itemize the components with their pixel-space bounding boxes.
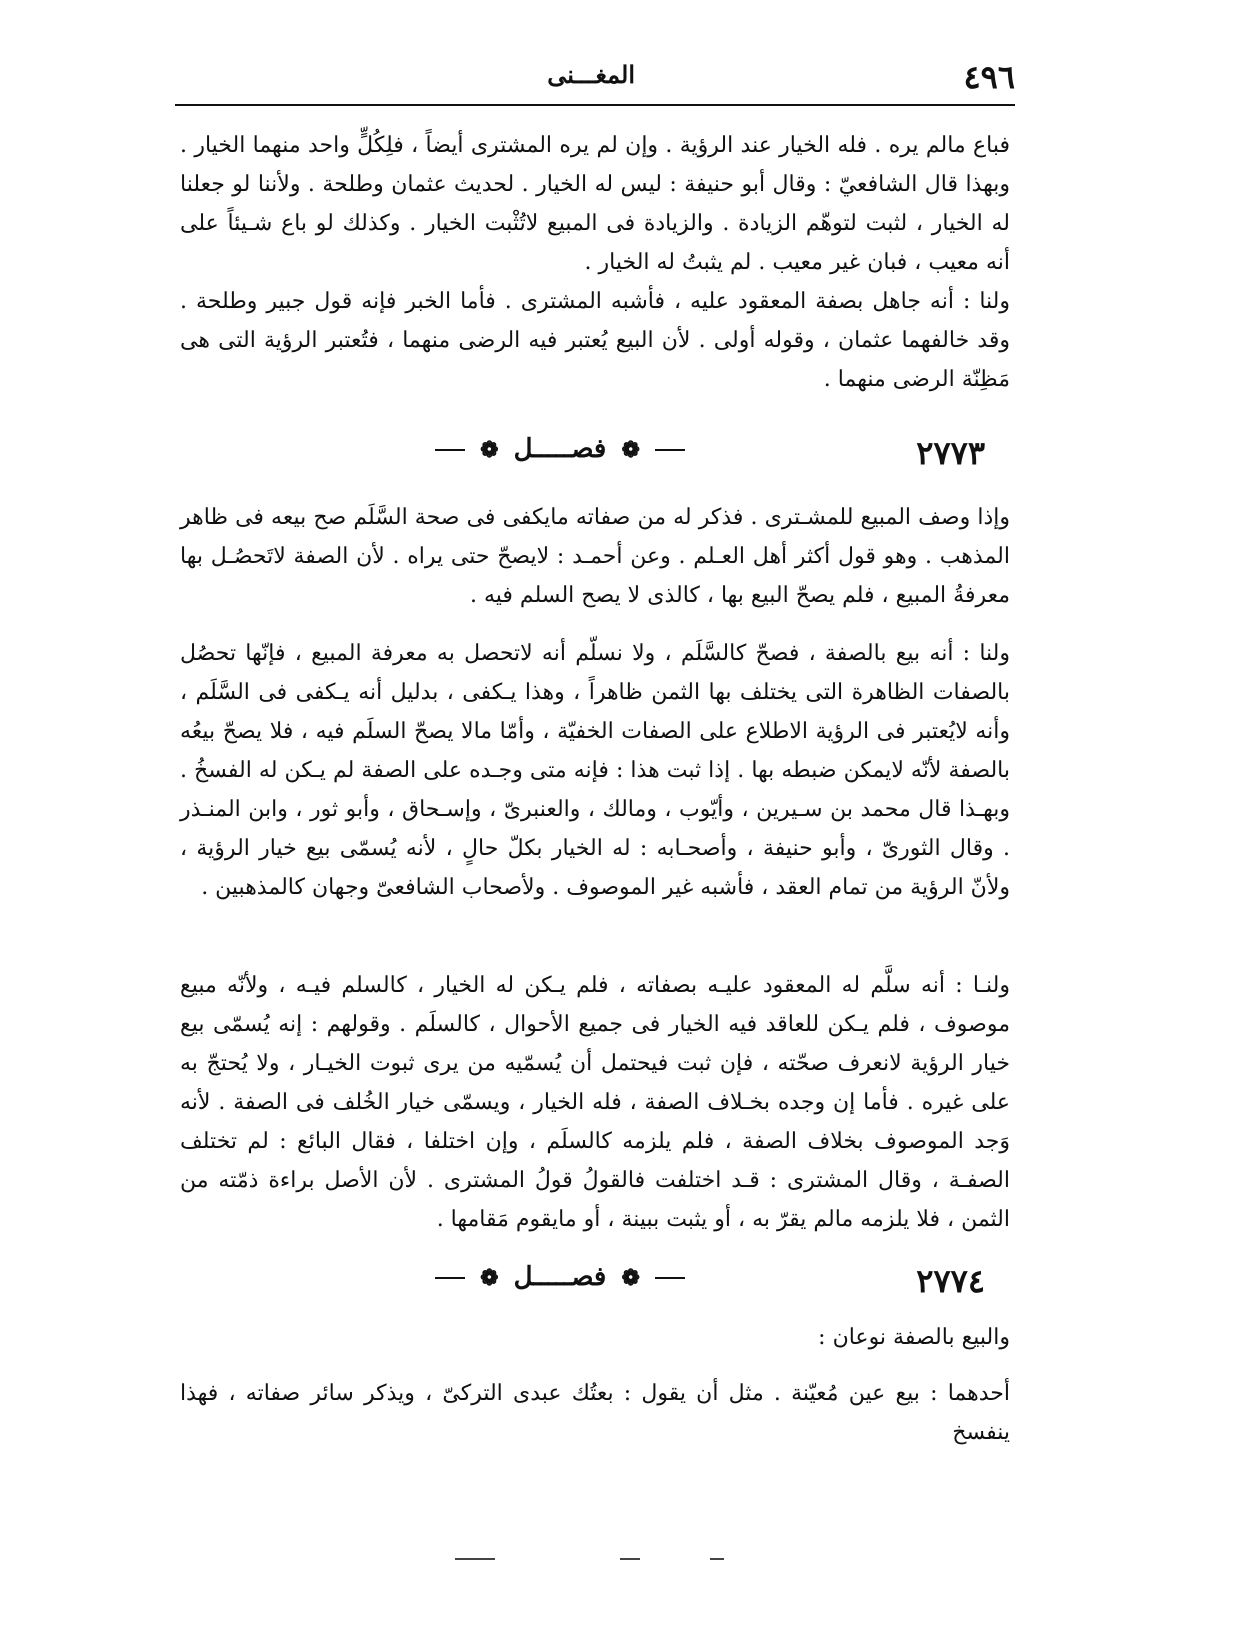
paragraph-3: وإذا وصف المبيع للمشـترى . فذكر له من صفاته مايكفى فى صحة السَّلَم صح بيعه فى ظاهر المذهب . وهو قول أكثر أهل العـلم . وعن أحمـد : لايصحّ حتى يراه . لأن الصفة لاتَحصُـل بها معرفةُ المبيع ، فلم يصحّ البيع بها ، كالذى لا يصح السلم فيه . <box>180 505 1010 608</box>
paragraph-1: فباع مالم يره . فله الخيار عند الرؤية . وإن لم يره المشترى أيضاً ، فلِكُلٍّ واحد منهما الخيار . وبهذا قال الشافعيّ : وقال أبو حنيفة : ليس له الخيار . لحديث عثمان وطلحة . ولأننا لو جعلنا له الخيار ، لثبت لتوهّم الزيادة . والزيادة فى المبيع لاتُثْبت الخيار . وكذلك لو باع شـيئاً على أنه معيب ، فبان غير معيب . لم يثبتُ له الخيار . <box>180 133 1010 275</box>
section-heading-2773 <box>180 430 1010 480</box>
page-number: ٤٩٦ <box>963 58 1015 96</box>
flower-ornament-icon: ❁ <box>621 1265 640 1291</box>
flower-ornament-icon: ❁ <box>480 1265 499 1291</box>
ornament-tail <box>435 1277 465 1279</box>
header-rule <box>175 104 1015 106</box>
section-title-block <box>430 434 690 464</box>
ornament-tail <box>655 449 685 451</box>
section-title: فصـــــل <box>513 1262 607 1292</box>
scan-mark <box>710 1558 724 1560</box>
section-title: فصـــــل <box>513 434 607 464</box>
section-number: ٢٧٧٤ <box>916 1262 985 1300</box>
ornament-tail <box>435 449 465 451</box>
section-heading-2774 <box>180 1258 1010 1308</box>
running-title: المغـــنى <box>547 60 635 89</box>
flower-ornament-icon: ❁ <box>480 437 499 463</box>
paragraph-2: ولنا : أنه جاهل بصفة المعقود عليه ، فأشبه المشترى . فأما الخبر فإنه قول جبير وطلحة . وقد خالفهما عثمان ، وقوله أولى . لأن البيع يُعتبر فيه الرضى منهما ، فتُعتبر الرؤية التى هى مَظِنّة الرضى منهما . <box>180 289 1010 392</box>
page-header <box>175 58 1015 102</box>
scan-mark <box>620 1558 640 1560</box>
ornament-tail <box>655 1277 685 1279</box>
paragraph-6: والبيع بالصفة نوعان : <box>818 1325 1010 1350</box>
paragraph-5: ولنـا : أنه سلَّم له المعقود عليـه بصفاته ، فلم يـكن له الخيار ، كالسلم فيـه ، ولأنّه مبيع موصوف ، فلم يـكن للعاقد فيه الخيار فى جميع الأحوال ، كالسلَم . وقولهم : إنه يُسمّى بيع خيار الرؤية لانعرف صحّته ، فإن ثبت فيحتمل أن يُسمّيه من يرى ثبوت الخيـار ، ولا يُحتجّ به على غيره . فأما إن وجده بخـلاف الصفة ، فله الخيار ، ويسمّى خيار الخُلف فى الصفة . لأنه وَجد الموصوف بخلاف الصفة ، فلم يلزمه كالسلَم ، وإن اختلفا ، فقال البائع : لم تختلف الصفـة ، وقال المشترى : قـد اختلفت فالقولُ قولُ المشترى . لأن الأصل براءة ذمّته من الثمن ، فلا يلزمه مالم يقرّ به ، أو يثبت ببينة ، أو مايقوم مَقامها . <box>180 973 1010 1232</box>
section-title-block <box>430 1262 690 1292</box>
paragraph-7: أحدهما : بيع عين مُعيّنة . مثل أن يقول : بعتُك عبدى التركىّ ، ويذكر سائر صفاته ، فهذا ينفسخ <box>180 1381 1010 1445</box>
paragraph-4: ولنا : أنه بيع بالصفة ، فصحّ كالسَّلَم ، ولا نسلّم أنه لاتحصل به معرفة المبيع ، فإنّها تحصُل بالصفات الظاهرة التى يختلف بها الثمن ظاهراً ، وهذا يـكفى ، بدليل أنه يـكفى فى السَّلَم ، وأنه لايُعتبر فى الرؤية الاطلاع على الصفات الخفيّة ، وأمّا مالا يصحّ السلَم فيه ، فلا يصحّ بيعُه بالصفة لأنّه لايمكن ضبطه بها . إذا ثبت هذا : فإنه متى وجـده على الصفة لم يـكن له الفسخُ . وبهـذا قال محمد بن سـيرين ، وأيّوب ، ومالك ، والعنبرىّ ، وإسـحاق ، وأبو ثور ، وابن المنـذر . وقال الثورىّ ، وأبو حنيفة ، وأصحـابه : له الخيار بكلّ حالٍ ، لأنه يُسمّى بيع خيار الرؤية ، ولأنّ الرؤية من تمام العقد ، فأشبه غير الموصوف . ولأصحاب الشافعىّ وجهان كالمذهبين . <box>180 641 1010 900</box>
flower-ornament-icon: ❁ <box>621 437 640 463</box>
scan-mark <box>455 1558 495 1560</box>
footer-scan-marks <box>0 1558 1248 1564</box>
section-number: ٢٧٧٣ <box>916 434 985 472</box>
